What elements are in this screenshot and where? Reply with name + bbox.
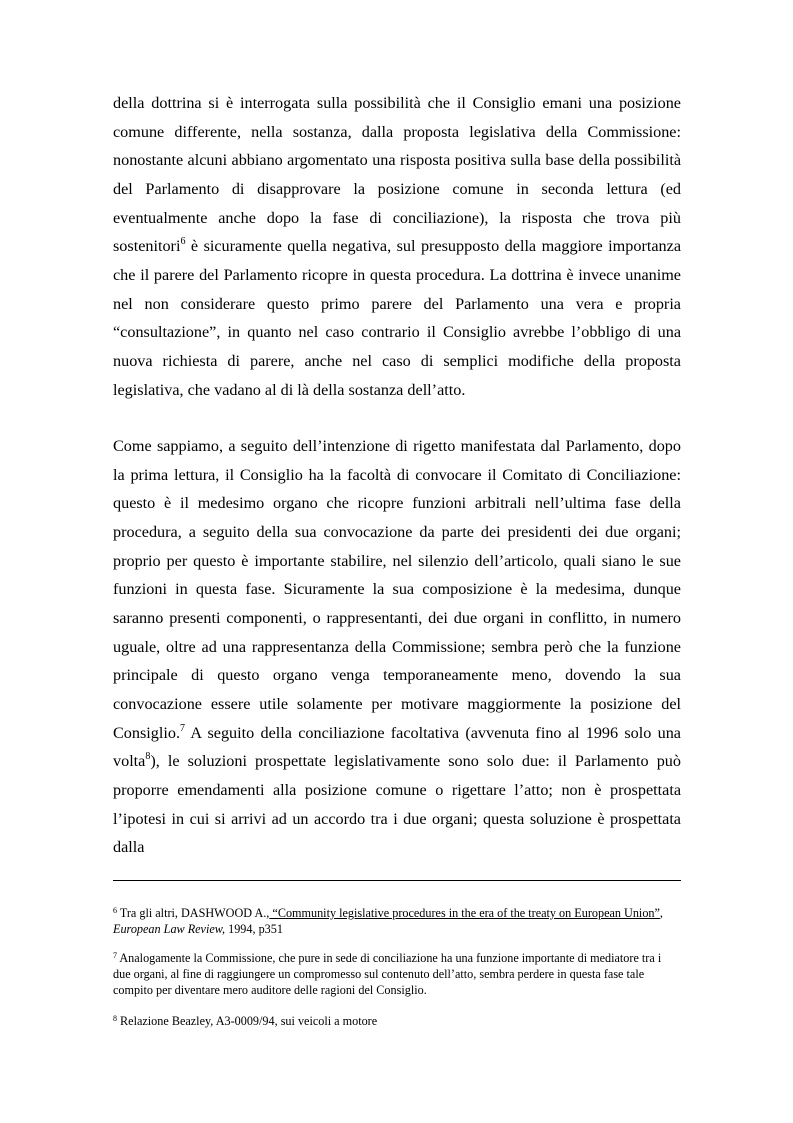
footnote-ref-8[interactable]: 8 (145, 751, 151, 763)
footnote-text: Tra gli altri, DASHWOOD A., (117, 906, 270, 920)
document-page (113, 0, 681, 1123)
body-paragraph-1 (113, 89, 681, 404)
paragraph-text: Come sappiamo, a seguito dell’intenzione di rigetto manifestata dal Parlamento, dopo la prima lettura, il Consiglio ha la facoltà di convocare il Comitato di Conciliazione: questo è il medesimo organo che ricopre funzioni arbitrali nell’ultima fase della procedura, a seguito della sua convocazione da parte dei presidenti dei due organi; proprio per questo è importante stabilire, nel silenzio dell’articolo, quali siano le sue funzioni in questa fase. Sicuramente la sua composizione è la medesima, dunque saranno presenti componenti, o rappresentanti, dei due organi in conflitto, in numero uguale, oltre ad una rappresentanza della Commissione; sembra però che la funzione principale di questo organo venga temporaneamente meno, dovendo la sua convocazione essere utile solamente per motivare maggiormente la posizione del Consiglio. (113, 437, 681, 742)
cited-article-title: “Community legislative procedures in the era of the treaty on European Union” (269, 906, 660, 920)
footnote-text: , (659, 906, 663, 920)
footnote-8 (113, 1013, 681, 1029)
footnote-number: 8 (113, 1014, 117, 1023)
journal-name: European Law Review, (113, 922, 226, 936)
paragraph-text: A seguito della conciliazione facoltativa (avvenuta fino al 1996 solo una volta (113, 723, 681, 771)
footnote-7 (113, 950, 681, 998)
footnote-text: Relazione Beazley, A3-0009/94, sui veicoli a motore (117, 1014, 378, 1028)
paragraph-text: della dottrina si è interrogata sulla possibilità che il Consiglio emani una posizione comune differente, nella sostanza, dalla proposta legislativa della Commissione: nonostante alcuni abbiano argomentato una risposta positiva sulla base della possibilità del Parlamento di disapprovare la posizione comune in seconda lettura (ed eventualmente anche dopo la fase di conciliazione), la risposta che trova più sostenitori (113, 94, 681, 256)
body-paragraph-2 (113, 432, 681, 862)
footnote-separator (113, 880, 681, 881)
footnote-number: 6 (113, 906, 117, 915)
paragraph-text: è sicuramente quella negativa, sul presupposto della maggiore importanza che il parere del Parlamento ricopre in questa procedura. La dottrina è invece unanime nel non considerare questo primo parere del Parlamento una vera e propria “consultazione”, in quanto nel caso contrario il Consiglio avrebbe l’obbligo di una nuova richiesta di parere, anche nel caso di semplici modifiche della proposta legislativa, che vadano al di là della sostanza dell’atto. (113, 237, 681, 399)
paragraph-text: ), le soluzioni prospettate legislativamente sono solo due: il Parlamento può proporre emendamenti alla posizione comune o rigettare l’atto; non è prospettata l’ipotesi in cui si arrivi ad un accordo tra i due organi; questa soluzione è prospettata dalla (113, 752, 681, 857)
footnote-ref-7[interactable]: 7 (180, 722, 186, 734)
footnote-text: Analogamente la Commissione, che pure in sede di conciliazione ha una funzione importante di mediatore tra i due organi, al fine di raggiungere un compromesso sul contenuto dell’atto, sembra perdere in questa fase tale compito per diventare mero auditore delle ragioni del Consiglio. (113, 951, 662, 997)
footnote-text: 1994, p351 (225, 922, 283, 936)
footnote-number: 7 (113, 951, 117, 960)
footnote-ref-6[interactable]: 6 (180, 236, 186, 248)
footnote-6 (113, 905, 681, 937)
